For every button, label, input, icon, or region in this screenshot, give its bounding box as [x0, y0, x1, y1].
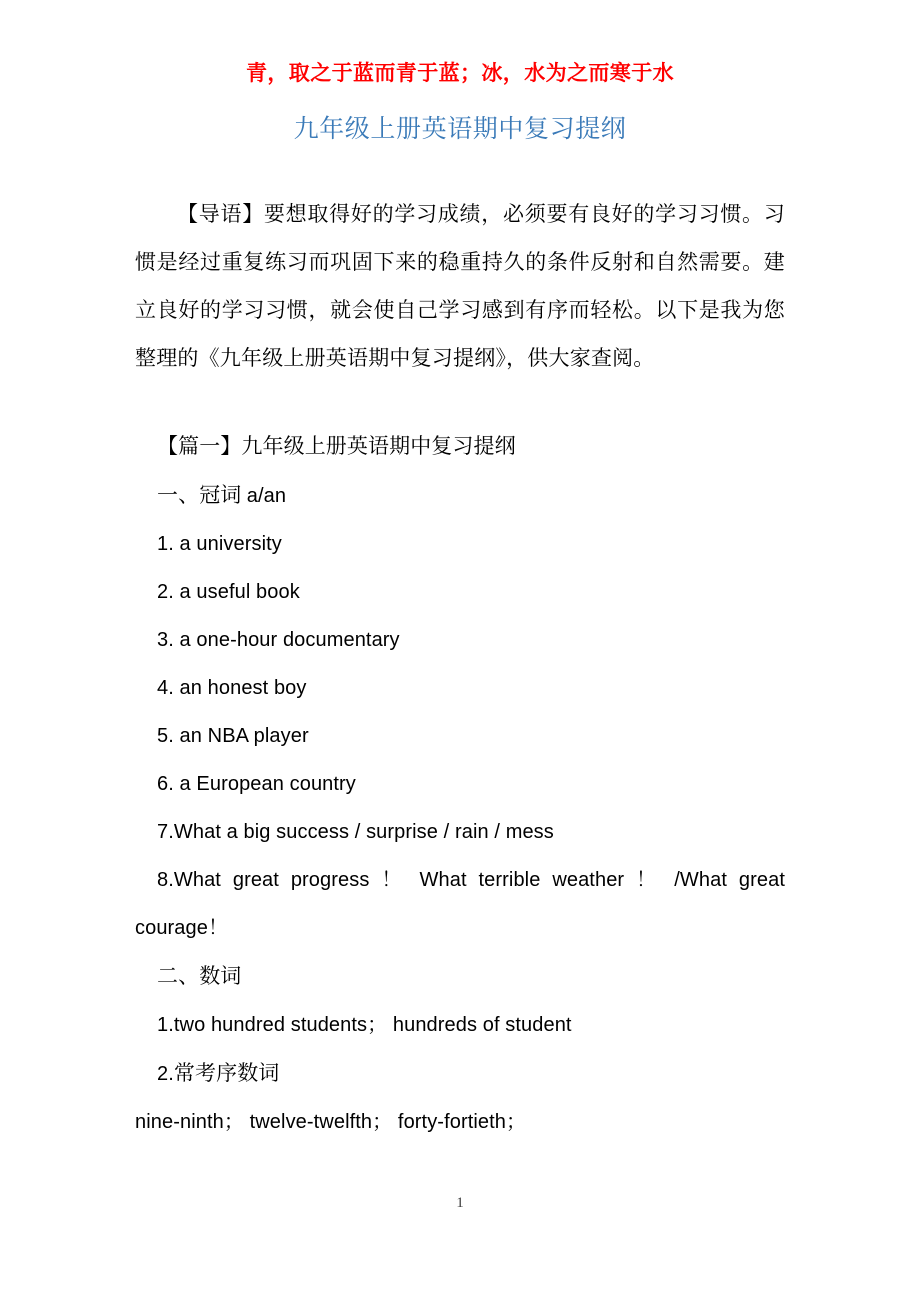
section-two-heading [135, 952, 785, 1001]
list-item-number: 2. [157, 581, 180, 603]
part-heading-text: 【篇一】九年级上册英语期中复习提纲 [157, 434, 516, 458]
list-item-number: 7. [157, 821, 174, 843]
page-number: 1 [456, 1195, 464, 1211]
list-item-text: a European country [179, 773, 356, 795]
section-one-heading-en: a/an [246, 485, 287, 507]
list-item-number: 1. [157, 533, 180, 555]
part-heading [135, 422, 785, 471]
section-two-line-3 [135, 1098, 785, 1146]
section-one-heading-cn: 一、冠词 [157, 483, 247, 507]
section-two-line-2-number: 2. [157, 1063, 174, 1085]
intro-spacer [135, 382, 785, 422]
list-item [135, 664, 785, 712]
section-two-line-2-text: 常考序数词 [173, 1061, 280, 1085]
section-two-heading-text: 二、数词 [157, 964, 242, 988]
list-item-8-line-1: 8.What great progress ！ What terrible weather ！ /What great [157, 869, 785, 891]
list-item-8-continuation: courage！ [135, 917, 229, 939]
list-item-number: 3. [157, 629, 180, 651]
list-item-number: 5. [157, 725, 180, 747]
header-quote: 青，取之于蓝而青于蓝；冰，水为之而寒于水 [246, 61, 674, 85]
section-two-line-3-text: nine-ninth； twelve-twelfth； forty-fortieth； [135, 1111, 527, 1133]
list-item-text: an honest boy [179, 677, 307, 699]
list-item [135, 568, 785, 616]
intro-paragraph: 【导语】要想取得好的学习成绩，必须要有良好的学习习惯。习惯是经过重复练习而巩固下来的稳重持久的条件反射和自然需要。建立良好的学习习惯，就会使自己学习感到有序而轻松。以下是我为您整理的《九年级上册英语期中复习提纲》，供大家查阅。 [135, 202, 785, 370]
page-title: 九年级上册英语期中复习提纲 [293, 116, 627, 143]
list-item-number: 4. [157, 677, 180, 699]
list-item-text: a university [179, 533, 282, 555]
list-item [135, 712, 785, 760]
section-two-line-1 [135, 1001, 785, 1049]
list-item-text: What a big success / surprise / rain / mess [173, 821, 554, 843]
list-item-text: a useful book [179, 581, 300, 603]
list-item-number: 6. [157, 773, 180, 795]
list-item [135, 808, 785, 856]
list-item-text: a one-hour documentary [179, 629, 400, 651]
section-two-line-2 [135, 1049, 785, 1098]
list-item [135, 520, 785, 568]
list-item [135, 616, 785, 664]
section-two-line-1-text: 1.two hundred students； hundreds of student [157, 1014, 572, 1036]
list-item-8-line-2 [135, 904, 785, 952]
list-item-text: an NBA player [179, 725, 309, 747]
list-item [135, 760, 785, 808]
section-one-heading [135, 471, 785, 520]
